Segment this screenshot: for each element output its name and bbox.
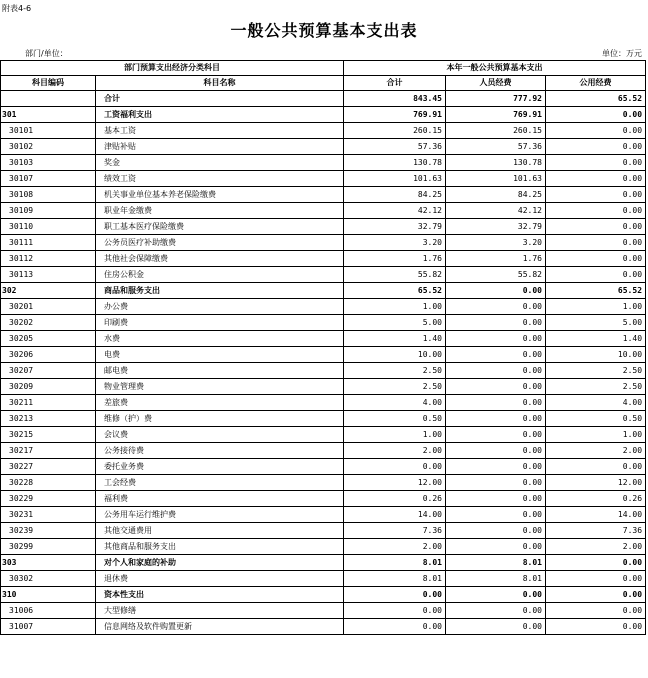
row-name: 工资福利支出 <box>96 107 344 123</box>
group-header-right: 本年一般公共预算基本支出 <box>344 61 646 76</box>
row-name: 大型修缮 <box>96 603 344 619</box>
row-public: 65.52 <box>546 283 646 299</box>
table-row <box>1 91 646 107</box>
row-code: 30299 <box>1 539 96 555</box>
row-public: 2.00 <box>546 443 646 459</box>
row-name: 商品和服务支出 <box>96 283 344 299</box>
row-public: 0.00 <box>546 187 646 203</box>
row-name: 电费 <box>96 347 344 363</box>
table-row <box>1 123 646 139</box>
row-public: 0.00 <box>546 251 646 267</box>
row-code: 30103 <box>1 155 96 171</box>
table-row <box>1 363 646 379</box>
row-name: 公务接待费 <box>96 443 344 459</box>
row-personnel: 42.12 <box>446 203 546 219</box>
row-public: 0.00 <box>546 459 646 475</box>
row-public: 4.00 <box>546 395 646 411</box>
row-personnel: 84.25 <box>446 187 546 203</box>
row-code: 310 <box>1 587 96 603</box>
row-total: 4.00 <box>344 395 446 411</box>
row-code: 30239 <box>1 523 96 539</box>
row-public: 5.00 <box>546 315 646 331</box>
table-row <box>1 427 646 443</box>
row-code: 30102 <box>1 139 96 155</box>
row-public: 0.00 <box>546 267 646 283</box>
row-public: 0.00 <box>546 555 646 571</box>
row-personnel: 0.00 <box>446 491 546 507</box>
row-total: 2.00 <box>344 443 446 459</box>
row-personnel: 0.00 <box>446 603 546 619</box>
row-code: 30228 <box>1 475 96 491</box>
table-row <box>1 379 646 395</box>
row-total: 10.00 <box>344 347 446 363</box>
table-row <box>1 443 646 459</box>
row-code: 30113 <box>1 267 96 283</box>
row-personnel: 55.82 <box>446 267 546 283</box>
row-personnel: 260.15 <box>446 123 546 139</box>
row-name: 奖金 <box>96 155 344 171</box>
row-name: 维修（护）费 <box>96 411 344 427</box>
row-name: 其他社会保障缴费 <box>96 251 344 267</box>
row-personnel: 130.78 <box>446 155 546 171</box>
row-personnel: 0.00 <box>446 539 546 555</box>
row-total: 12.00 <box>344 475 446 491</box>
row-personnel: 769.91 <box>446 107 546 123</box>
row-total: 0.00 <box>344 459 446 475</box>
row-code: 30206 <box>1 347 96 363</box>
row-personnel: 8.01 <box>446 555 546 571</box>
row-name: 工会经费 <box>96 475 344 491</box>
row-total: 260.15 <box>344 123 446 139</box>
row-public: 0.00 <box>546 587 646 603</box>
row-total: 3.20 <box>344 235 446 251</box>
row-code: 30213 <box>1 411 96 427</box>
row-personnel: 32.79 <box>446 219 546 235</box>
row-public: 2.00 <box>546 539 646 555</box>
row-total: 0.00 <box>344 603 446 619</box>
row-public: 12.00 <box>546 475 646 491</box>
row-code: 30205 <box>1 331 96 347</box>
row-total: 1.00 <box>344 427 446 443</box>
row-public: 1.40 <box>546 331 646 347</box>
row-public: 0.00 <box>546 203 646 219</box>
column-header-row <box>1 76 646 91</box>
row-name: 住房公积金 <box>96 267 344 283</box>
row-total: 8.01 <box>344 555 446 571</box>
group-header-row <box>1 61 646 76</box>
row-name: 印刷费 <box>96 315 344 331</box>
table-row <box>1 283 646 299</box>
row-name: 职业年金缴费 <box>96 203 344 219</box>
row-personnel: 777.92 <box>446 91 546 107</box>
table-row <box>1 347 646 363</box>
row-public: 0.00 <box>546 155 646 171</box>
table-row <box>1 523 646 539</box>
row-public: 0.00 <box>546 123 646 139</box>
row-name: 会议费 <box>96 427 344 443</box>
row-personnel: 0.00 <box>446 395 546 411</box>
row-personnel: 0.00 <box>446 507 546 523</box>
row-public: 1.00 <box>546 299 646 315</box>
table-row <box>1 491 646 507</box>
row-code: 30209 <box>1 379 96 395</box>
row-personnel: 0.00 <box>446 331 546 347</box>
row-code: 30101 <box>1 123 96 139</box>
row-public: 0.00 <box>546 603 646 619</box>
row-total: 1.40 <box>344 331 446 347</box>
row-total: 0.50 <box>344 411 446 427</box>
table-row <box>1 155 646 171</box>
row-name: 公务员医疗补助缴费 <box>96 235 344 251</box>
table-row <box>1 603 646 619</box>
row-name: 信息网络及软件购置更新 <box>96 619 344 635</box>
col-header-code: 科目编码 <box>1 76 96 91</box>
row-name: 差旅费 <box>96 395 344 411</box>
table-row <box>1 475 646 491</box>
table-row <box>1 107 646 123</box>
row-code: 30107 <box>1 171 96 187</box>
row-personnel: 0.00 <box>446 347 546 363</box>
row-code: 30201 <box>1 299 96 315</box>
row-total: 2.50 <box>344 363 446 379</box>
table-row <box>1 235 646 251</box>
row-personnel: 0.00 <box>446 379 546 395</box>
row-code: 30207 <box>1 363 96 379</box>
row-personnel: 101.63 <box>446 171 546 187</box>
table-row <box>1 619 646 635</box>
row-code <box>1 91 96 107</box>
page-title: 一般公共预算基本支出表 <box>230 21 418 40</box>
row-personnel: 0.00 <box>446 475 546 491</box>
row-public: 14.00 <box>546 507 646 523</box>
row-code: 30110 <box>1 219 96 235</box>
attachment-label: 附表4-6 <box>2 4 32 13</box>
row-code: 30217 <box>1 443 96 459</box>
row-personnel: 0.00 <box>446 299 546 315</box>
row-personnel: 0.00 <box>446 459 546 475</box>
row-personnel: 0.00 <box>446 283 546 299</box>
row-total: 2.50 <box>344 379 446 395</box>
row-name: 基本工资 <box>96 123 344 139</box>
row-total: 65.52 <box>344 283 446 299</box>
row-code: 30211 <box>1 395 96 411</box>
row-total: 0.26 <box>344 491 446 507</box>
row-personnel: 0.00 <box>446 411 546 427</box>
row-name: 职工基本医疗保险缴费 <box>96 219 344 235</box>
row-total: 32.79 <box>344 219 446 235</box>
row-code: 30112 <box>1 251 96 267</box>
budget-table <box>0 60 646 635</box>
row-total: 55.82 <box>344 267 446 283</box>
row-total: 769.91 <box>344 107 446 123</box>
row-name: 机关事业单位基本养老保险缴费 <box>96 187 344 203</box>
row-total: 7.36 <box>344 523 446 539</box>
row-total: 843.45 <box>344 91 446 107</box>
row-personnel: 0.00 <box>446 315 546 331</box>
row-personnel: 0.00 <box>446 363 546 379</box>
row-code: 303 <box>1 555 96 571</box>
table-row <box>1 331 646 347</box>
row-code: 30227 <box>1 459 96 475</box>
table-row <box>1 555 646 571</box>
table-row <box>1 459 646 475</box>
row-name: 水费 <box>96 331 344 347</box>
row-code: 30111 <box>1 235 96 251</box>
table-row <box>1 171 646 187</box>
table-row <box>1 395 646 411</box>
table-row <box>1 315 646 331</box>
row-name: 合计 <box>96 91 344 107</box>
row-name: 公务用车运行维护费 <box>96 507 344 523</box>
row-public: 2.50 <box>546 363 646 379</box>
row-name: 其他商品和服务支出 <box>96 539 344 555</box>
col-header-total: 合计 <box>344 76 446 91</box>
table-row <box>1 267 646 283</box>
table-body <box>1 91 646 635</box>
table-row <box>1 587 646 603</box>
row-public: 0.00 <box>546 219 646 235</box>
row-personnel: 0.00 <box>446 443 546 459</box>
row-code: 30302 <box>1 571 96 587</box>
table-row <box>1 187 646 203</box>
row-name: 津贴补贴 <box>96 139 344 155</box>
row-name: 邮电费 <box>96 363 344 379</box>
row-public: 10.00 <box>546 347 646 363</box>
row-code: 30231 <box>1 507 96 523</box>
table-row <box>1 139 646 155</box>
row-public: 7.36 <box>546 523 646 539</box>
row-public: 0.50 <box>546 411 646 427</box>
row-total: 84.25 <box>344 187 446 203</box>
row-total: 2.00 <box>344 539 446 555</box>
row-public: 0.00 <box>546 619 646 635</box>
group-header-left: 部门预算支出经济分类科目 <box>1 61 344 76</box>
row-name: 福利费 <box>96 491 344 507</box>
col-header-personnel: 人员经费 <box>446 76 546 91</box>
row-personnel: 0.00 <box>446 587 546 603</box>
row-personnel: 1.76 <box>446 251 546 267</box>
table-row <box>1 299 646 315</box>
row-public: 1.00 <box>546 427 646 443</box>
row-public: 2.50 <box>546 379 646 395</box>
row-code: 30215 <box>1 427 96 443</box>
row-name: 资本性支出 <box>96 587 344 603</box>
table-row <box>1 411 646 427</box>
table-row <box>1 571 646 587</box>
row-name: 绩效工资 <box>96 171 344 187</box>
col-header-name: 科目名称 <box>96 76 344 91</box>
row-personnel: 0.00 <box>446 619 546 635</box>
row-name: 办公费 <box>96 299 344 315</box>
row-total: 42.12 <box>344 203 446 219</box>
row-personnel: 3.20 <box>446 235 546 251</box>
row-code: 31007 <box>1 619 96 635</box>
row-public: 0.00 <box>546 139 646 155</box>
row-total: 0.00 <box>344 587 446 603</box>
unit-label: 单位：万元 <box>602 49 642 58</box>
row-public: 0.00 <box>546 235 646 251</box>
row-total: 14.00 <box>344 507 446 523</box>
row-total: 1.00 <box>344 299 446 315</box>
row-code: 301 <box>1 107 96 123</box>
row-name: 其他交通费用 <box>96 523 344 539</box>
row-name: 委托业务费 <box>96 459 344 475</box>
row-total: 8.01 <box>344 571 446 587</box>
row-public: 0.26 <box>546 491 646 507</box>
row-name: 物业管理费 <box>96 379 344 395</box>
row-personnel: 8.01 <box>446 571 546 587</box>
row-total: 5.00 <box>344 315 446 331</box>
table-row <box>1 219 646 235</box>
row-total: 130.78 <box>344 155 446 171</box>
row-code: 30108 <box>1 187 96 203</box>
row-public: 0.00 <box>546 107 646 123</box>
row-total: 0.00 <box>344 619 446 635</box>
row-personnel: 0.00 <box>446 427 546 443</box>
row-code: 30202 <box>1 315 96 331</box>
row-code: 31006 <box>1 603 96 619</box>
row-public: 65.52 <box>546 91 646 107</box>
row-name: 退休费 <box>96 571 344 587</box>
table-row <box>1 507 646 523</box>
row-total: 1.76 <box>344 251 446 267</box>
row-code: 30229 <box>1 491 96 507</box>
table-row <box>1 251 646 267</box>
row-public: 0.00 <box>546 171 646 187</box>
row-code: 302 <box>1 283 96 299</box>
col-header-public: 公用经费 <box>546 76 646 91</box>
table-row <box>1 203 646 219</box>
row-personnel: 57.36 <box>446 139 546 155</box>
row-code: 30109 <box>1 203 96 219</box>
row-personnel: 0.00 <box>446 523 546 539</box>
row-name: 对个人和家庭的补助 <box>96 555 344 571</box>
row-total: 101.63 <box>344 171 446 187</box>
table-row <box>1 539 646 555</box>
department-label: 部门/单位： <box>25 49 68 58</box>
row-public: 0.00 <box>546 571 646 587</box>
row-total: 57.36 <box>344 139 446 155</box>
